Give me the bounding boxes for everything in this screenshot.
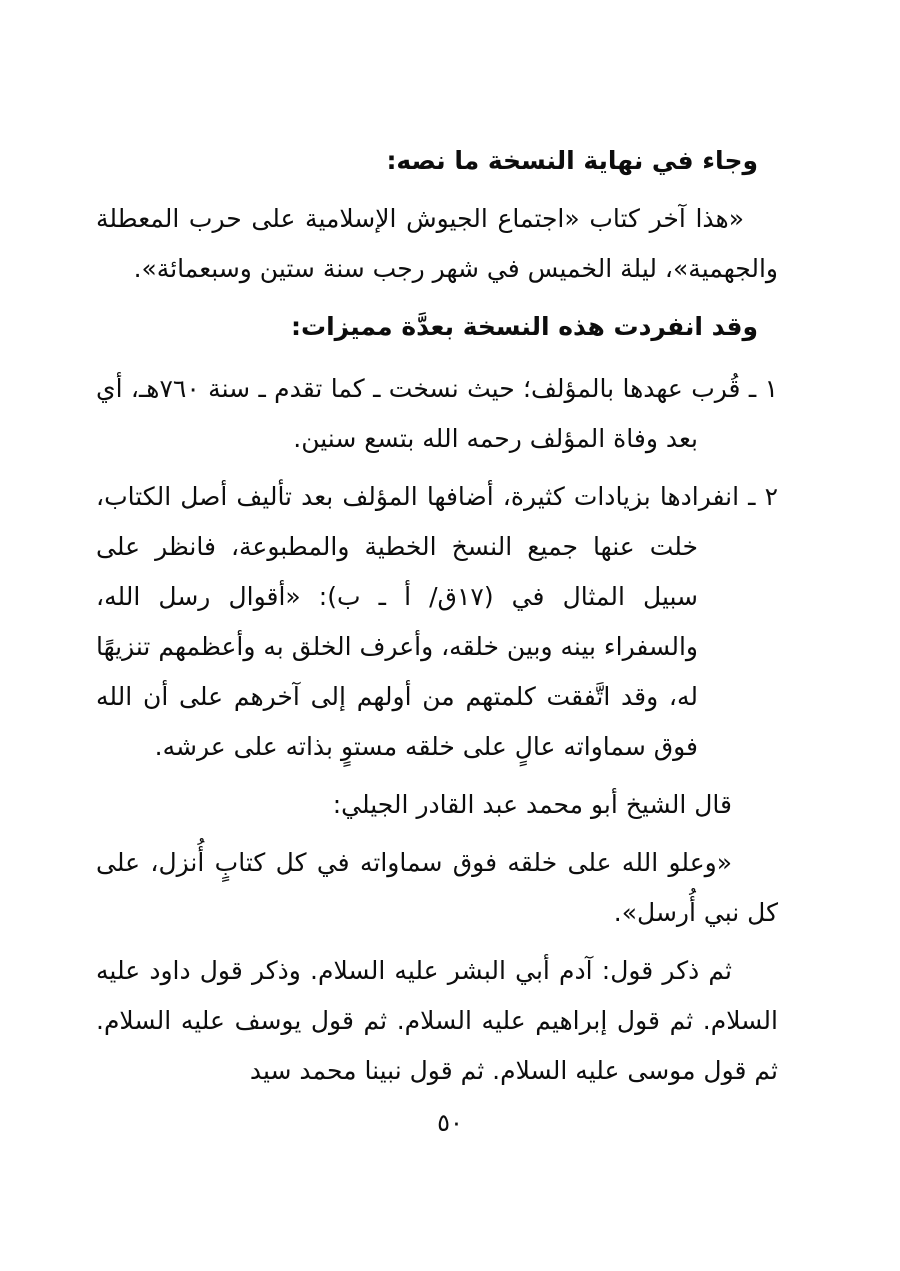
features-heading: وقد انفردت هذه النسخة بعدَّة مميزات: — [290, 312, 758, 341]
sheikh-intro-paragraph: قال الشيخ أبو محمد عبد القادر الجيلي: — [332, 790, 732, 819]
feature-item-2: ٢ ـ انفرادها بزيادات كثيرة، أضافها المؤلف بعد تأليف أصل الكتاب، خلت عنها جميع النسخ الخطية والمطبوعة، فانظر على سبيل المثال في (١٧ق/ أ ـ ب): «أقوال رسل الله، والسفراء بينه وبين خلقه، وأعرف الخلق به وأعظمهم تنزيهًا له، وقد اتَّفقت كلمتهم من أولهم إلى آخرهم على أن الله فوق سماواته عالٍ على خلقه مستوٍ بذاته على عرشه. — [96, 482, 778, 761]
prophets-paragraph: ثم ذكر قول: آدم أبي البشر عليه السلام. وذكر قول داود عليه السلام. ثم قول إبراهيم عليه السلام. ثم قول يوسف عليه السلام. ثم قول موسى عليه السلام. ثم قول نبينا محمد سيد — [96, 956, 778, 1085]
feature-item-1: ١ ـ قُرب عهدها بالمؤلف؛ حيث نسخت ـ كما تقدم ـ سنة ٧٦٠هـ، أي بعد وفاة المؤلف رحمه الله بتسع سنين. — [96, 374, 779, 453]
sheikh-quote-paragraph: «وعلو الله على خلقه فوق سماواته في كل كتابٍ أُنزل، على كل نبي أُرسل». — [96, 848, 778, 927]
colophon-heading: وجاء في نهاية النسخة ما نصه: — [386, 146, 758, 175]
colophon-quote-paragraph: «هذا آخر كتاب «اجتماع الجيوش الإسلامية على حرب المعطلة والجهمية»، ليلة الخميس في شهر رجب سنة ستين وسبعمائة». — [96, 204, 778, 283]
page-number: ٥٠ — [437, 1109, 463, 1137]
